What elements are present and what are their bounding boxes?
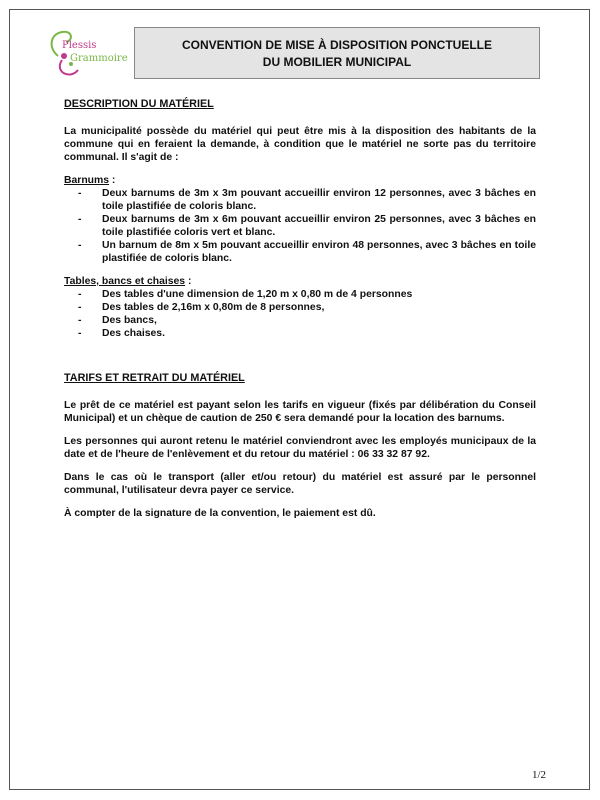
barnums-heading [64,174,536,187]
document-body [64,98,536,530]
barnums-list [64,187,536,265]
section-title-tarifs: TARIFS ET RETRAIT DU MATÉRIEL [64,372,245,384]
tarifs-paragraph-3: Dans le cas où le transport (aller et/ou retour) du matériel est assuré par le personnel communal, l'utilisateur devra payer ce service. [64,472,536,496]
tables-label: Tables, bancs et chaises [64,276,186,287]
list-item: - Deux barnums de 3m x 6m pouvant accueillir environ 25 personnes, avec 3 bâches en toile plastifiée coloris vert et blanc. [64,213,536,239]
list-item: - Des chaises. [64,327,536,340]
logo-text-line2: Grammoire [70,53,128,64]
document-title-box [134,27,540,79]
document-title-line1: CONVENTION DE MISE À DISPOSITION PONCTUELLE [181,38,493,52]
section-title-description: DESCRIPTION DU MATÉRIEL [64,98,214,110]
list-item: - Des tables d'une dimension de 1,20 m x 0,80 m de 4 personnes [64,288,536,301]
description-intro: La municipalité possède du matériel qui peut être mis à la disposition des habitants de la commune qui en feraient la demande, à condition que le matériel ne sorte pas du territoire communal. Il s'agit de : [64,126,536,163]
tables-colon: : [185,276,192,287]
list-item: - Des tables de 2,16m x 0,80m de 8 personnes, [64,301,536,314]
tarifs-paragraph-1: Le prêt de ce matériel est payant selon les tarifs en vigueur (fixés par délibération du Conseil Municipal) et un chèque de caution de 250 € sera demandé pour la location des barnums. [64,400,536,424]
tarifs-paragraph-2: Les personnes qui auront retenu le matériel conviendront avec les employés municipaux de la date et de l'heure de l'enlèvement et du retour du matériel : 06 33 32 87 92. [64,436,536,460]
tables-heading [64,275,536,288]
logo-text-line1: Plessis [62,40,97,51]
municipality-logo [44,26,134,82]
barnums-label: Barnums [64,175,110,186]
tables-list [64,288,536,340]
list-item: - Deux barnums de 3m x 3m pouvant accueillir environ 12 personnes, avec 3 bâches en toile plastifiée de coloris blanc. [64,187,536,213]
barnums-colon: : [109,175,116,186]
document-title-line2: DU MOBILIER MUNICIPAL [262,55,412,69]
list-item: - Des bancs, [64,314,536,327]
page-number: 1/2 [531,769,546,781]
list-item: - Un barnum de 8m x 5m pouvant accueillir environ 48 personnes, avec 3 bâches en toile plastifiée de coloris blanc. [64,239,536,265]
tarifs-paragraph-4: À compter de la signature de la convention, le paiement est dû. [64,508,376,519]
